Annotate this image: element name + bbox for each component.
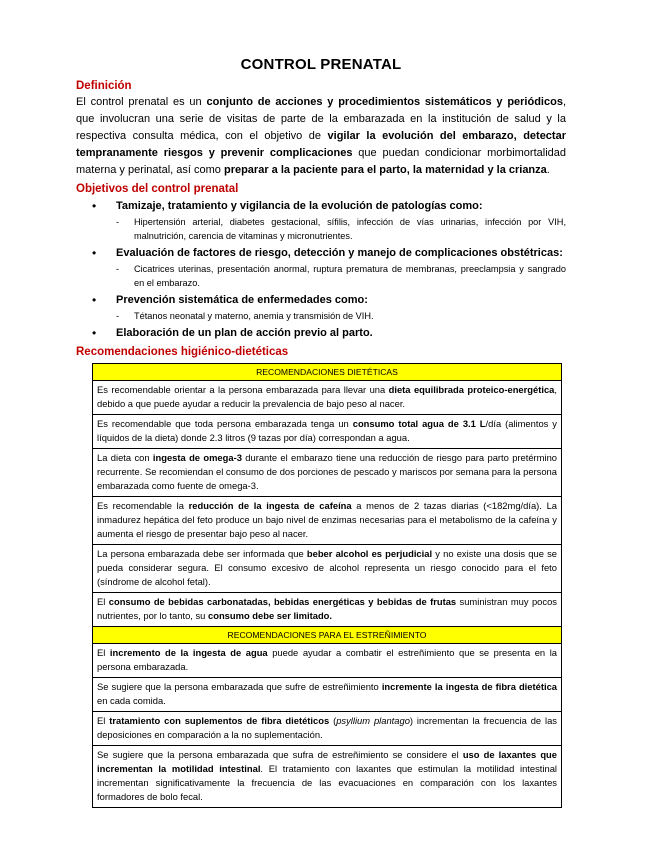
recommendations-heading: Recomendaciones higiénico-dietéticas <box>76 346 289 358</box>
table-row: El consumo de bebidas carbonatadas, bebidas energéticas y bebidas de frutas suministran muy pocos nutrientes, por lo tanto, su consumo debe ser limitado. <box>93 593 562 627</box>
table-row: Es recomendable que toda persona embarazada tenga un consumo total agua de 3.1 L/día (alimentos y líquidos de la dieta) donde 2.3 litros (9 tazas por día) correspondan a agua. <box>93 415 562 449</box>
table-row: El incremento de la ingesta de agua puede ayudar a combatir el estreñimiento que se presenta en la persona embarazada. <box>93 644 562 678</box>
objective-subitem: - Hipertensión arterial, diabetes gestacional, sífilis, infección de vías urinarias, infección por VIH, malnutrición, carencia de vitaminas y micronutrientes. <box>116 217 566 241</box>
table-row: Es recomendable la reducción de la ingesta de cafeína a menos de 2 tazas diarias (<182mg/día). La inmadurez hepática del feto produce un bajo nivel de enzimas necesarias para el metabolismo de la cafeína y aumenta el riesgo de presentar bajo peso al nacer. <box>93 497 562 545</box>
diet-header: RECOMENDACIONES DIETÉTICAS <box>93 364 562 381</box>
table-row: La dieta con ingesta de omega-3 durante el embarazo tiene una reducción de riesgo para parto pretérmino recurrente. Se recomiendan el consumo de dos porciones de pescado y mariscos por semana para la persona embarazada como fuente de omega-3. <box>93 449 562 497</box>
bullet-icon: • <box>92 326 97 340</box>
table-row: Es recomendable orientar a la persona embarazada para llevar una dieta equilibrada proteico-energética, debido a que puede ayudar a reducir la prevalencia de bajo peso al nacer. <box>93 381 562 415</box>
table-row: Se sugiere que la persona embarazada que sufre de estreñimiento incremente la ingesta de fibra dietética en cada comida. <box>93 678 562 712</box>
objective-item: • Evaluación de factores de riesgo, detección y manejo de complicaciones obstétricas: - Cicatrices uterinas, presentación anormal, ruptura prematura de membranas, preeclampsia y sangrado en el embarazo. <box>92 246 566 288</box>
objectives-heading: Objetivos del control prenatal <box>76 183 239 195</box>
table-row: El tratamiento con suplementos de fibra dietéticos (psyllium plantago) incrementan la frecuencia de las deposiciones en comparación a la no suplementación. <box>93 712 562 746</box>
recommendations-table <box>92 363 562 808</box>
bullet-icon: • <box>92 293 97 307</box>
objective-item: • Prevención sistemática de enfermedades como: - Tétanos neonatal y materno, anemia y transmisión de VIH. <box>76 292 566 323</box>
bullet-icon: • <box>92 246 97 260</box>
constipation-header: RECOMENDACIONES PARA EL ESTREÑIMIENTO <box>93 627 562 644</box>
objectives-list <box>76 198 566 342</box>
definition-paragraph: El control prenatal es un conjunto de acciones y procedimientos sistemáticos y periódicos, que involucran una serie de visitas de parte de la embarazada en la institución de salud y la respectiva consulta médica, con el objetivo de vigilar la evolución del embarazo, detectar tempranamente riesgos y prevenir complicaciones que puedan condicionar morbimortalidad materna y perinatal, así como preparar a la paciente para el parto, la maternidad y la crianza. <box>76 96 567 176</box>
definition-heading: Definición <box>76 80 132 92</box>
objective-subitem: - Tétanos neonatal y materno, anemia y transmisión de VIH. <box>116 311 374 321</box>
table-row: Se sugiere que la persona embarazada que sufra de estreñimiento se considere el uso de laxantes que incrementan la motilidad intestinal. El tratamiento con laxantes que estimulan la motilidad intestinal incrementan significativamente la frecuencia de las evacuaciones en comparación con los laxantes formadores de bolo fecal. <box>93 746 562 808</box>
objective-subitem: - Cicatrices uterinas, presentación anormal, ruptura prematura de membranas, preeclampsia y sangrado en el embarazo. <box>116 264 566 288</box>
page-title: CONTROL PRENATAL <box>240 56 402 73</box>
objective-item: • Tamizaje, tratamiento y vigilancia de la evolución de patologías como: - Hipertensión arterial, diabetes gestacional, sífilis, infección de vías urinarias, infección por VIH, malnutrición, carencia de vitaminas y micronutrientes. <box>92 199 566 241</box>
document-page <box>76 56 566 808</box>
table-row: La persona embarazada debe ser informada que beber alcohol es perjudicial y no existe una dosis que se pueda considerar segura. El consumo excesivo de alcohol representa un riesgo conocido para el feto (síndrome de alcohol fetal). <box>93 545 562 593</box>
objective-item: • Elaboración de un plan de acción previo al parto. <box>92 326 373 340</box>
bullet-icon: • <box>92 199 97 213</box>
